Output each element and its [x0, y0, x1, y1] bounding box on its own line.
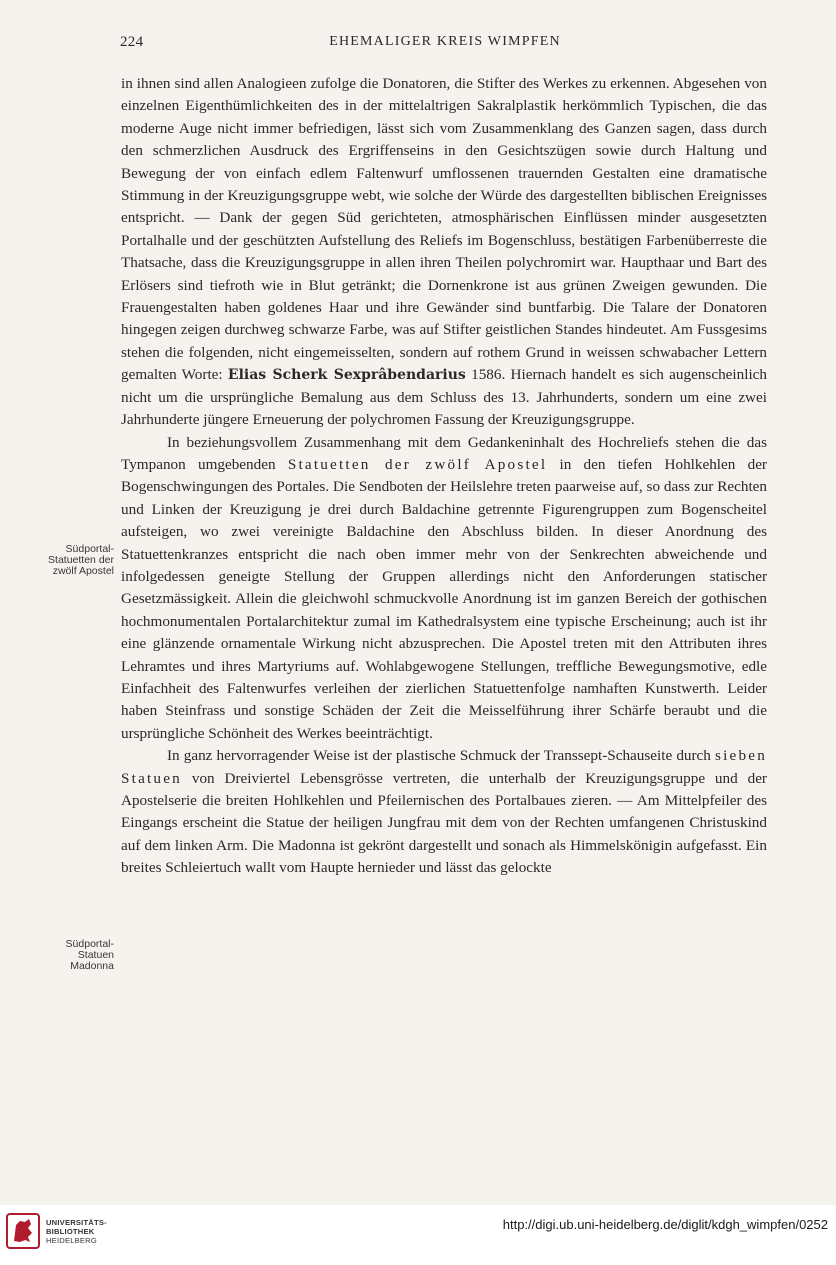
page-header [120, 34, 770, 58]
fraktur-inscription: Elias Scherk Sexprâbendarius [227, 367, 466, 384]
paragraph-1-text-b: Hiernach handelt es sich augenscheinlich nicht um die ursprüngliche Bemalung aus dem Schluss des 13. Jahrhunderts, sondern um eine zwei Jahrhunderte jüngere Erneuerung der polychromen Fassung der Kreuzigungsgruppe. [121, 366, 768, 429]
viewer-footer [0, 1205, 836, 1265]
paragraph-1-text-a: in ihnen sind allen Analogieen zufolge die Donatoren, die Stifter des Werkes zu erkennen. Abgesehen von einzelnen Eigenthümlichkeiten des in der mittelaltrigen Sakralplastik herkömmlich Typischen, die das moderne Auge nicht immer befriedigen, lässt sich vom Zusammenklang des Ganzen sagen, dass durch den schmerzlichen Ausdruck des Ergriffenseins in den Gesichtszügen sowie durch Haltung und Bewegung der von einfach edlem Faltenwurf umflossenen trauernden Gestalten eine dramatische Stimmung in der Kreuzigungsgruppe webt, wie solche der Würde des dargestellten biblischen Ereignisses entspricht. — Dank der gegen Süd gerichteten, atmosphärischen Einflüssen minder ausgesetzten Portalhalle und der geschützten Aufstellung des Reliefs im Bogenschluss, bestätigen Farbenüberreste die Thatsache, dass die Kreuzigungsgruppe in allen ihren Theilen polychromirt war. Haupthaar und Bart des Erlösers sind tiefroth wie in Blut getränkt; die Dornenkrone ist aus grünen Zweigen gewunden. Die Frauengestalten haben goldenes Haar und ihre Gewänder sind buntfarbig. Die Talare der Donatoren hingegen zeigen durchweg schwarze Farbe, was auf Stifter geistlichen Standes hindeutet. Am Fussgesims stehen die folgenden, nicht eingemeisselten, sondern auf rothem Grund in weissen schwabacher Lettern gemalten Worte: [121, 75, 767, 384]
library-name-line: UNIVERSITÄTS- [46, 1218, 107, 1227]
paragraph-3-text-b: von Dreiviertel Lebensgrösse vertreten, die unterhalb der Kreuzigungsgruppe und der Apostelserie die breiten Hohlkehlen und Pfeilernischen des Portalbaues zieren. — Am Mittelpfeiler des Eingangs erscheint die Statue der heiligen Jungfrau mit dem von der Rechten umfangenen Christuskind auf dem linken Arm. Die Madonna ist gekrönt dargestellt und sonach als Himmelskönigin aufgefasst. Ein breites Schleiertuch wallt vom Haupte hernieder und lässt das gelockte [121, 769, 767, 877]
margin-note-line: Statuen [77, 949, 114, 961]
margin-note-apostles [22, 544, 114, 577]
margin-note-line: Südportal- [65, 543, 114, 555]
margin-note-statues [22, 939, 114, 972]
margin-note-line: Südportal- [65, 938, 114, 950]
library-name [46, 1218, 107, 1245]
spaced-emphasis-statues: sieben Statuen [121, 747, 767, 787]
library-name-line: BIBLIOTHEK [46, 1227, 95, 1236]
page-number: 224 [120, 34, 144, 50]
body-text [121, 73, 767, 880]
margin-note-line: Statuetten der [48, 554, 114, 566]
library-name-line: HEIDELBERG [46, 1236, 97, 1245]
spaced-emphasis-apostles: Statuetten der zwölf Apostel [287, 455, 548, 473]
margin-note-line: Madonna [70, 960, 114, 972]
paragraph-3 [121, 745, 767, 879]
running-title: EHEMALIGER KREIS WIMPFEN [329, 34, 561, 49]
inscription-year: 1586. [471, 366, 506, 384]
permalink-url[interactable]: http://digi.ub.uni-heidelberg.de/diglit/kdgh_wimpfen/0252 [502, 1217, 828, 1232]
margin-note-line: zwölf Apostel [52, 565, 114, 577]
paragraph-3-text-a: In ganz hervorragender Weise ist der plastische Schmuck der Transsept-Schauseite durch [167, 747, 715, 765]
paragraph-2-text-b: in den tiefen Hohlkehlen der Bogenschwingungen des Portales. Die Sendboten der Heilslehre treten paarweise auf, so dass zur Rechten und Linken der Kreuzigung je drei durch Baldachine getrennte Figurengruppen zum Bogenscheitel aufsteigen, wo zwei vereinigte Baldachine den Abschluss bilden. In dieser Anordnung des Statuettenkranzes entspricht die nach oben immer mehr von der Senkrechten abweichende und infolgedessen geneigte Stellung der Gruppen allerdings nicht den Anforderungen statischer Gesetzmässigkeit. Allein die gleichwohl schmuckvolle Anordnung ist im ganzen Bereich der gothischen hochmonumentalen Portalarchitektur zumal im Kathedralsystem eine typische Erscheinung; auch ist ihr eine glänzende ornamentale Wirkung nicht abzusprechen. Die Apostel treten mit den Attributen ihres Lehramtes und ihres Martyriums auf. Wohlabgewogene Stellungen, treffliche Bewegungsmotive, edle Einfachheit des Faltenwurfes verleihen der zierlichen Statuettenfolge namhaften Kunstwerth. Leider haben Steinfrass und sonstige Schäden der Zeit die Meisselführung ihrer Schärfe beraubt und die ursprüngliche Schönheit des Werkes beeinträchtigt. [121, 455, 767, 742]
library-lion-logo-icon[interactable] [6, 1213, 40, 1249]
paragraph-2 [121, 432, 767, 746]
paragraph-2-text-a: In beziehungsvollem Zusammenhang mit dem Gedankeninhalt des Hochreliefs stehen die das Tympanon umgebenden [121, 433, 767, 473]
paragraph-1 [121, 73, 767, 432]
